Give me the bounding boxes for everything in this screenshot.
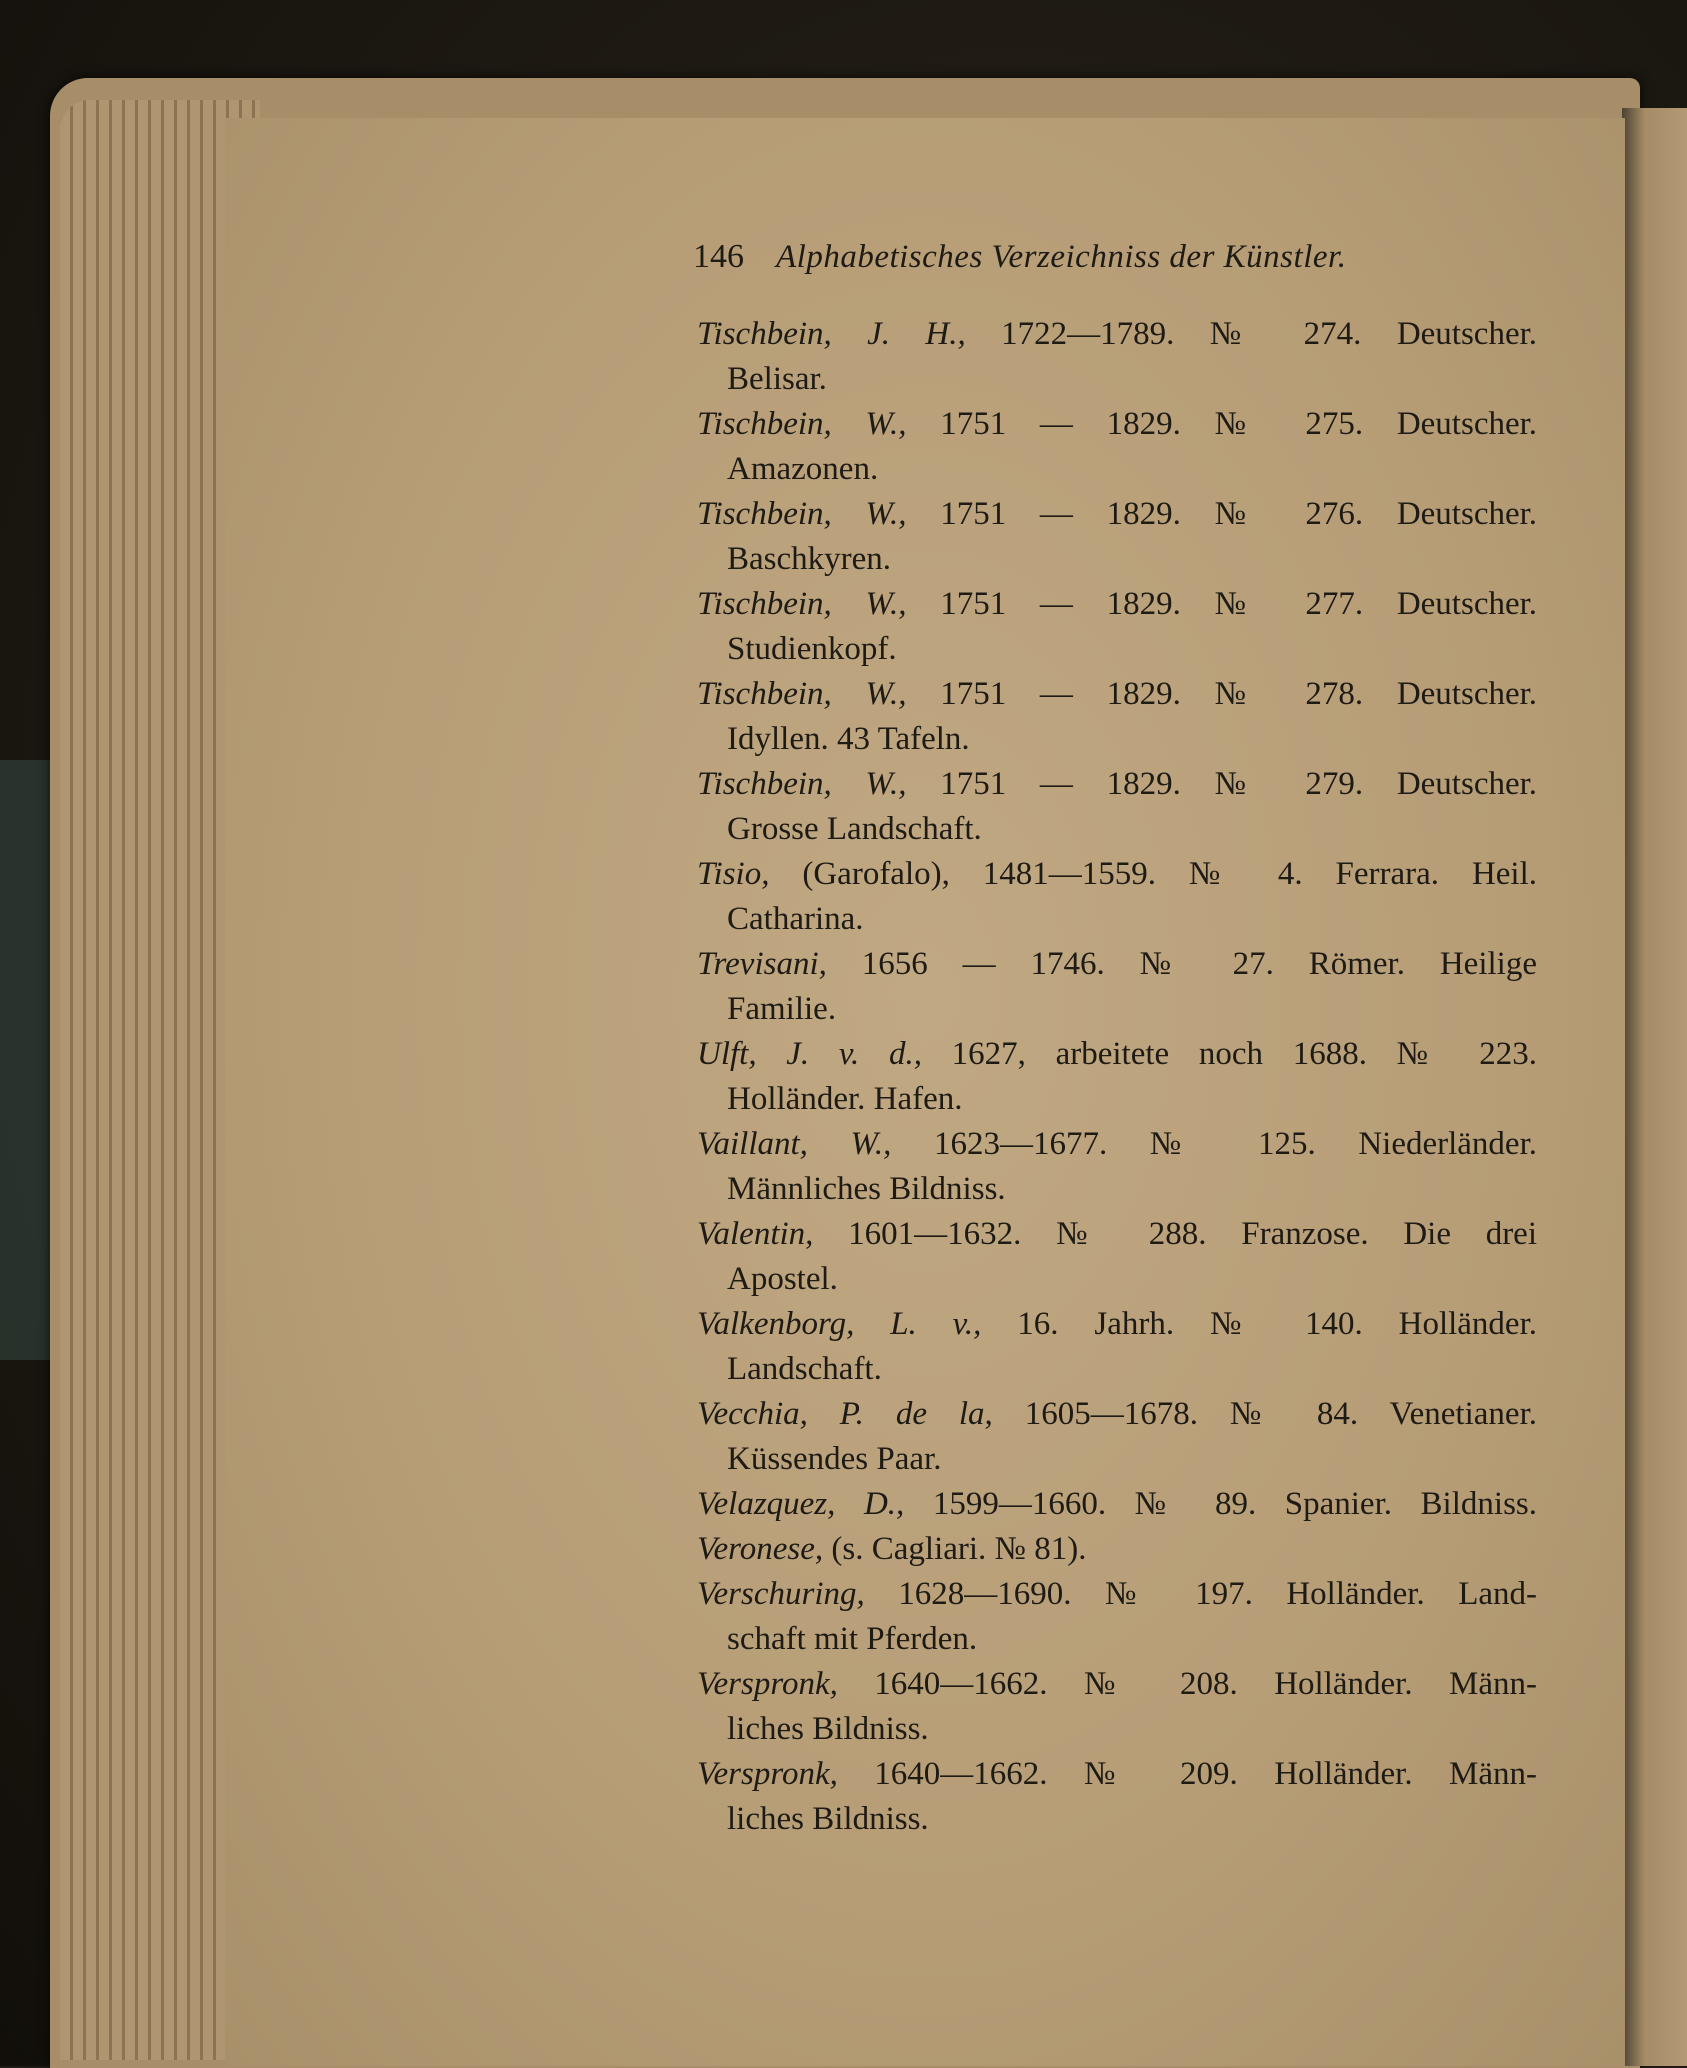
index-entry [697,672,1537,762]
entry-title: schaft mit Pferden. [727,1621,978,1657]
entry-title: Holländer. Hafen. [727,1081,963,1117]
catalogue-number: № 288. [1056,1216,1207,1252]
artist-name: Verspronk, [697,1666,838,1702]
entry-dates: 1623—1677. [933,1126,1108,1162]
artist-name: Valkenborg, L. v., [697,1306,982,1342]
artist-name: Tischbein, W., [697,496,907,532]
entry-school: Deutscher. [1396,496,1538,532]
entry-first-line [697,1527,1537,1572]
entry-school: Franzose. Die drei [1241,1216,1537,1252]
index-entry [697,852,1537,942]
entry-dates: 1751 — 1829. [940,676,1181,712]
entry-dates: 1751 — 1829. [940,406,1181,442]
index-entry [697,1572,1537,1662]
entry-first-line [697,942,1537,987]
entry-dates: 1640—1662. [874,1666,1048,1702]
entry-dates: 1751 — 1829. [940,496,1181,532]
entry-title: Idyllen. 43 Tafeln. [727,721,970,757]
artist-name: Valentin, [697,1216,814,1252]
entry-dates: 16. Jahrh. [1017,1306,1175,1342]
artist-name: Tisio, [697,856,770,892]
entry-first-line [697,1572,1537,1617]
index-entry [697,492,1537,582]
index-entry [697,582,1537,672]
catalogue-number: № 276. [1214,496,1364,532]
index-entry [697,1212,1537,1302]
artist-name: Veronese, [697,1531,824,1567]
page-header [693,238,1346,282]
entry-school: Deutscher. [1396,316,1538,352]
entry-school: Deutscher. [1396,766,1538,802]
entry-school: Venetianer. [1389,1396,1537,1432]
artist-index-list [697,312,1537,1842]
entry-first-line [697,762,1537,807]
entry-first-line [697,1752,1537,1797]
entry-first-line [697,852,1537,897]
catalogue-number: № 89. [1134,1486,1257,1522]
entry-first-line [697,402,1537,447]
entry-dates: 1601—1632. [848,1216,1022,1252]
entry-first-line [697,1392,1537,1437]
entry-first-line [697,1032,1537,1077]
entry-title: Männliches Bildniss. [727,1171,1006,1207]
entry-school: Deutscher. [1396,406,1538,442]
catalogue-number: № 279. [1214,766,1364,802]
artist-name: Tischbein, W., [697,766,907,802]
entry-title: Grosse Landschaft. [727,811,982,847]
entry-title: Belisar. [727,361,827,397]
catalogue-number: № 223. [1396,1036,1537,1072]
entry-first-line [697,1122,1537,1167]
index-entry [697,942,1537,1032]
entry-school: Römer. Heilige [1308,946,1537,982]
artist-name: Ulft, J. v. d., [697,1036,922,1072]
index-entry [697,1527,1537,1572]
entry-school: Ferrara. Heil. [1335,856,1538,892]
index-entry [697,1032,1537,1122]
entry-title: Küssendes Paar. [727,1441,942,1477]
catalogue-number: № 27. [1139,946,1274,982]
artist-name: Verschuring, [697,1576,865,1612]
artist-name: Velazquez, D., [697,1486,905,1522]
index-entry [697,1302,1537,1392]
entry-dates: (s. Cagliari. [831,1531,987,1567]
running-title: Alphabetisches Verzeichniss der Künstler. [776,239,1347,275]
entry-school: Holländer. Männ- [1274,1756,1537,1792]
artist-name: Vecchia, P. de la, [697,1396,993,1432]
entry-title: Amazonen. [727,451,879,487]
entry-first-line [697,672,1537,717]
entry-school: Spanier. Bildniss. [1284,1486,1537,1522]
entry-dates: 1751 — 1829. [940,766,1181,802]
entry-dates: 1627, arbeitete noch 1688. [951,1036,1367,1072]
book-gutter [1622,108,1687,2066]
entry-title: Catharina. [727,901,864,937]
entry-school: Holländer. [1398,1306,1537,1342]
entry-title: liches Bildniss. [727,1711,929,1747]
entry-dates: (Garofalo), 1481—1559. [802,856,1156,892]
entry-title: Studienkopf. [727,631,897,667]
catalogue-number: № 125. [1149,1126,1316,1162]
entry-title: Landschaft. [727,1351,882,1387]
entry-dates: 1605—1678. [1024,1396,1198,1432]
entry-dates: 1640—1662. [874,1756,1048,1792]
index-entry [697,1752,1537,1842]
entry-first-line [697,1662,1537,1707]
catalogue-number: № 209. [1083,1756,1238,1792]
entry-school: Holländer. Männ- [1274,1666,1537,1702]
catalogue-number: № 4. [1188,856,1303,892]
artist-name: Tischbein, W., [697,406,907,442]
artist-name: Vaillant, W., [697,1126,892,1162]
entry-first-line [697,582,1537,627]
index-entry [697,312,1537,402]
index-entry [697,402,1537,492]
artist-name: Trevisani, [697,946,827,982]
entry-dates: 1628—1690. [898,1576,1072,1612]
entry-school: Niederländer. [1358,1126,1537,1162]
entry-dates: 1722—1789. [1001,316,1175,352]
artist-name: Tischbein, W., [697,586,907,622]
index-entry [697,1662,1537,1752]
entry-dates: 1656 — 1746. [861,946,1105,982]
entry-school: Deutscher. [1396,676,1538,712]
entry-title: Baschkyren. [727,541,892,577]
entry-first-line [697,1482,1537,1527]
index-entry [697,762,1537,852]
index-entry [697,1392,1537,1482]
artist-name: Verspronk, [697,1756,838,1792]
entry-title: liches Bildniss. [727,1801,929,1837]
entry-school: Deutscher. [1396,586,1538,622]
entry-first-line [697,1302,1537,1347]
catalogue-number: № 208. [1083,1666,1238,1702]
entry-title: Apostel. [727,1261,838,1297]
catalogue-number: № 84. [1229,1396,1359,1432]
artist-name: Tischbein, J. H., [697,316,966,352]
catalogue-number: № 278. [1214,676,1364,712]
catalogue-number: № 274. [1209,316,1362,352]
catalogue-number: № 277. [1214,586,1364,622]
catalogue-number: № 81). [994,1531,1087,1567]
entry-first-line [697,1212,1537,1257]
catalogue-number: № 140. [1210,1306,1363,1342]
index-entry [697,1482,1537,1527]
page-number: 146 [693,238,744,275]
artist-name: Tischbein, W., [697,676,907,712]
index-entry [697,1122,1537,1212]
entry-school: Holländer. Land- [1286,1576,1537,1612]
entry-title: Familie. [727,991,837,1027]
entry-dates: 1751 — 1829. [940,586,1181,622]
entry-first-line [697,312,1537,357]
entry-dates: 1599—1660. [932,1486,1107,1522]
entry-first-line [697,492,1537,537]
catalogue-number: № 275. [1214,406,1364,442]
catalogue-number: № 197. [1104,1576,1253,1612]
